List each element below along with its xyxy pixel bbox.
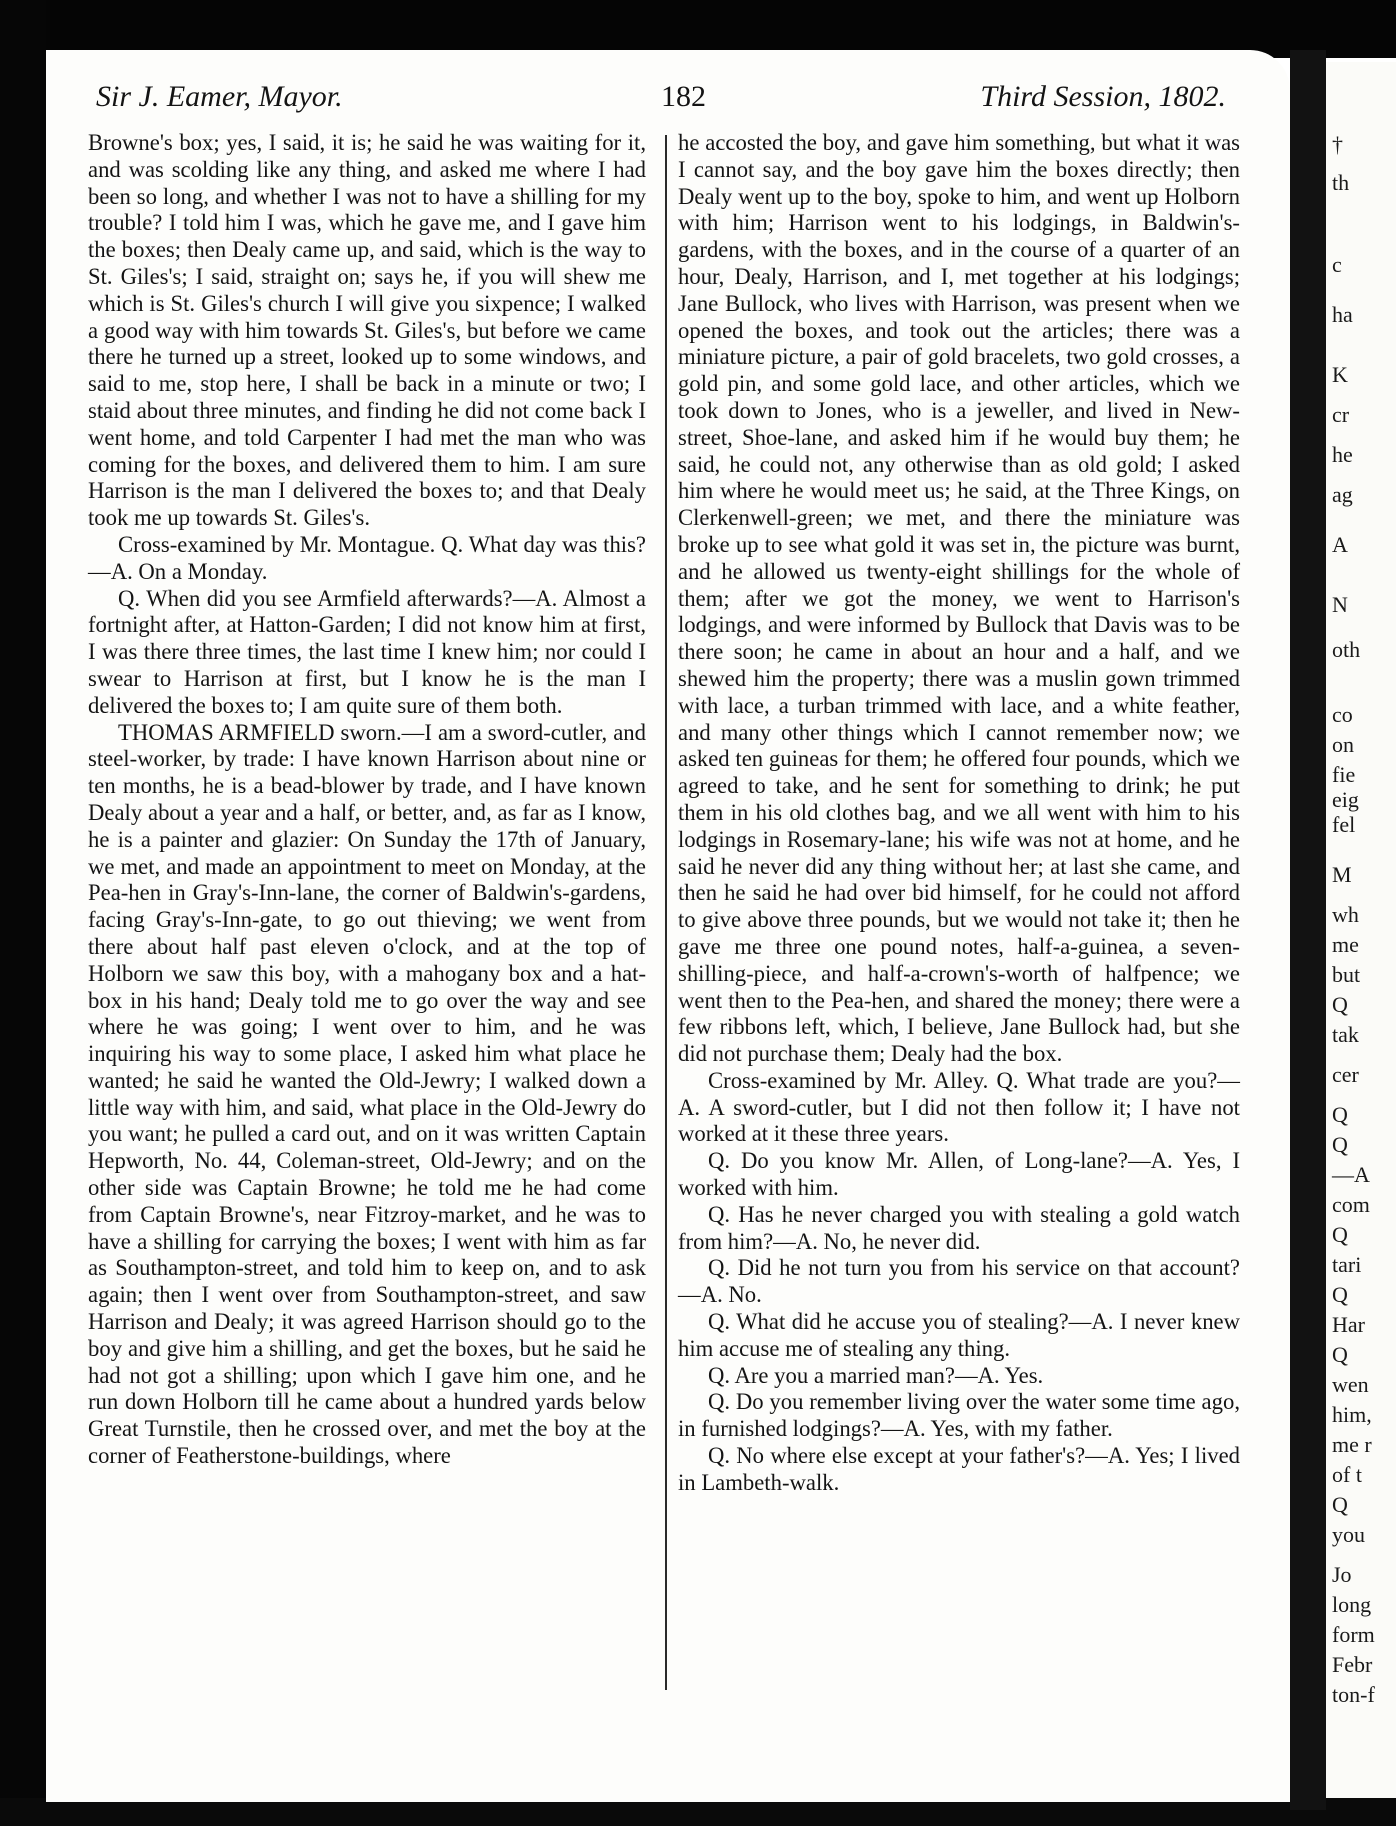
facing-page-fragment: Q: [1332, 992, 1348, 1017]
paragraph: Q. No where else except at your father's?—A. Yes; I lived in Lambeth-walk.: [678, 1443, 1240, 1495]
right-column: [678, 130, 1240, 1497]
facing-page-fragment: A: [1332, 532, 1348, 557]
facing-page-fragment: wen: [1332, 1372, 1369, 1397]
facing-page-fragment: long: [1332, 1592, 1372, 1617]
facing-page-fragment: oth: [1332, 637, 1361, 662]
scan-border-left: [0, 0, 46, 1826]
facing-page-fragment: Har: [1332, 1312, 1365, 1337]
header-session: Third Session, 1802.: [980, 80, 1226, 113]
facing-page-fragment: tari: [1332, 1252, 1362, 1277]
facing-page-edge: [1326, 62, 1396, 1798]
facing-page-fragment: Q: [1332, 1282, 1348, 1307]
facing-page-fragment: form: [1332, 1622, 1375, 1647]
paragraph: Cross-examined by Mr. Montague. Q. What day was this?—A. On a Monday.: [88, 531, 646, 584]
facing-page-fragment: c: [1332, 252, 1342, 277]
running-header: [96, 80, 1226, 124]
facing-page-fragment: ha: [1332, 302, 1353, 327]
facing-page-fragment: fel: [1332, 812, 1356, 837]
paragraph: Q. Are you a married man?—A. Yes.: [708, 1362, 1044, 1388]
facing-page-fragment: tak: [1332, 1022, 1359, 1047]
facing-page-fragment: Q: [1332, 1342, 1348, 1367]
facing-page-fragment: Q: [1332, 1222, 1348, 1247]
paragraph: Q. What did he accuse you of stealing?—A. I never knew him accuse me of stealing any thing.: [678, 1309, 1240, 1361]
facing-page-fragment: —A: [1332, 1162, 1370, 1187]
facing-page-fragment: he: [1332, 442, 1353, 467]
paragraph: Q. Did he not turn you from his service on that account?—A. No.: [678, 1255, 1240, 1308]
paragraph: THOMAS ARMFIELD sworn.—I am a sword-cutler, and steel-worker, by trade: I have known Harrison about nine or ten months, he is a bead-blower by trade, and I have known Dealy about a year and a half, or better, and, as far as I know, he is a painter and glazier: On Sunday the 17th of January, we met, and made an appointment to meet on Monday, at the Pea-hen in Gray's-Inn-lane, the corner of Baldwin's-gardens, facing Gray's-Inn-gate, to go out thieving; we went from there about half past eleven o'clock, and at the top of Holborn we saw this boy, with a mahogany box and a hat-box in his hand; Dealy told me to go over the way and see where he was going; I went over to him, and he was inquiring his way to some place, I asked him what place he wanted; he said he wanted the Old-Jewry; I walked down a little way with him, and said, what place in the Old-Jewry do you want; he pulled a card out, and on it was written Captain Hepworth, No. 44, Coleman-street, Old-Jewry; and on the other side was Captain Browne; he told me he had come from Captain Browne's, near Fitzroy-market, and he was to have a shilling for carrying the boxes; I went with him as far as Southampton-street, and told him to keep on, and to ask again; then I went over from Southampton-street, and saw Harrison and Dealy; it was agreed Harrison should go to the boy and give him a shilling, and get the boxes, but he said he had not got a shilling; upon which I gave him one, and he run down Holborn till he came about a hundred yards below Great Turnstile, then he crossed over, and met the boy at the corner of Featherstone-buildings, where: [88, 719, 646, 1469]
facing-page-fragment: of t: [1332, 1462, 1362, 1487]
facing-page-fragment: him,: [1332, 1402, 1372, 1427]
paragraph: Q. Do you remember living over the water some time ago, in furnished lodgings?—A. Yes, with my father.: [678, 1389, 1240, 1442]
facing-page-fragment: ton-f: [1332, 1682, 1375, 1707]
facing-page-fragment: th: [1332, 170, 1350, 195]
facing-page-fragment: eig: [1332, 787, 1359, 812]
facing-page-fragment: ag: [1332, 482, 1353, 507]
paragraph: Browne's box; yes, I said, it is; he said he was waiting for it, and was scolding like any thing, and asked me where I had been so long, and whether I was not to have a shilling for my trouble? I told him I was, which he gave me, and I gave him the boxes; then Dealy came up, and said, which is the way to St. Giles's; I said, straight on; says he, if you will shew me which is St. Giles's church I will give you sixpence; I walked a good way with him towards St. Giles's, but before we came there he turned up a street, looked up to some windows, and said to me, stop here, I shall be back in a minute or two; I staid about three minutes, and finding he did not come back I went home, and told Carpenter I had met the man who was coming for the boxes, and delivered them to him. I am sure Harrison is the man I delivered the boxes to; and that Dealy took me up towards St. Giles's.: [88, 130, 646, 531]
facing-page-fragment: com: [1332, 1192, 1370, 1217]
paragraph: he accosted the boy, and gave him something, but what it was I cannot say, and the boy gave him the boxes directly; then Dealy went up to the boy, spoke to him, and went up Holborn with him; Harrison went to his lodgings, in Baldwin's-gardens, with the boxes, and in the course of a quarter of an hour, Dealy, Harrison, and I, met together at his lodgings; Jane Bullock, who lives with Harrison, was present when we opened the boxes, and took out the articles; there was a miniature picture, a pair of gold bracelets, two gold crosses, a gold pin, and some gold lace, and other articles, which we took down to Jones, who is a jeweller, and lived in New-street, Shoe-lane, and asked him if he would buy them; he said, he could not, any otherwise than as old gold; I asked him where he would meet us; he said, at the Three Kings, on Clerkenwell-green; we met, and there the miniature was broke up to see what gold it was set in, the picture was burnt, and he allowed us twenty-eight shillings for the whole of them; after we got the money, we went to Harrison's lodgings, and were informed by Bullock that Davis was to be there soon; he came in about an hour and a half, and we shewed him the property; there was a muslin gown trimmed with lace, a turban trimmed with lace, and a white feather, and many other things which I cannot remember now; we asked ten guineas for them; he offered four pounds, which we agreed to take, and he sent for something to drink; he put them in his old clothes bag, and we all went with him to his lodgings in Rosemary-lane; his wife was not at home, and he said he never did any thing without her; at last she came, and then he said he had over bid himself, for he could not afford to give above three pounds, but we would not take it; then he gave me three one pound notes, half-a-guinea, a seven-shilling-piece, and half-a-crown's-worth of halfpence; we went then to the Pea-hen, and shared the money; there were a few ribbons left, which, I believe, Jane Bullock had, but she did not purchase them; Dealy had the box.: [678, 130, 1240, 1067]
facing-page-fragment: Febr: [1332, 1652, 1373, 1677]
column-rule: [665, 135, 667, 1690]
paragraph: Q. Do you know Mr. Allen, of Long-lane?—A. Yes, I worked with him.: [678, 1148, 1240, 1201]
facing-page-fragment: Q: [1332, 1102, 1348, 1127]
book-gutter: [1290, 50, 1326, 1810]
facing-page-fragment: cr: [1332, 402, 1350, 427]
paragraph: Cross-examined by Mr. Alley. Q. What trade are you?—A. A sword-cutler, but I did not then follow it; I have not worked at it these three years.: [678, 1067, 1240, 1147]
facing-page-fragment: Jo: [1332, 1562, 1352, 1587]
scan-border-bottom: [0, 1798, 1396, 1826]
facing-page-fragment: Q: [1332, 1132, 1348, 1157]
paragraph: Q. Has he never charged you with stealing a gold watch from him?—A. No, he never did.: [678, 1201, 1240, 1254]
facing-page-fragment: but: [1332, 962, 1361, 987]
left-column: [88, 130, 646, 1470]
facing-page-fragment: fie: [1332, 762, 1356, 787]
facing-page-fragment: M: [1332, 862, 1352, 887]
facing-page-fragment: K: [1332, 362, 1348, 387]
facing-page-fragment: on: [1332, 732, 1354, 757]
facing-page-fragment: co: [1332, 702, 1353, 727]
header-mayor: Sir J. Eamer, Mayor.: [96, 80, 343, 113]
page-number: 182: [661, 80, 706, 113]
facing-page-fragment: me r: [1332, 1432, 1372, 1457]
facing-page-fragment: †: [1332, 132, 1343, 157]
facing-page-fragment: you: [1332, 1522, 1365, 1547]
paragraph: Q. When did you see Armfield afterwards?—A. Almost a fortnight after, at Hatton-Garden; I did not know him at first, I was there three times, the last time I knew him; nor could I swear to Harrison at first, but I know he is the man I delivered the boxes to; I am quite sure of them both.: [88, 585, 646, 718]
facing-page-fragment: me: [1332, 932, 1359, 957]
facing-page-fragment: wh: [1332, 902, 1359, 927]
facing-page-fragment: cer: [1332, 1062, 1359, 1087]
facing-page-fragment: N: [1332, 592, 1348, 617]
facing-page-fragment: Q: [1332, 1492, 1348, 1517]
